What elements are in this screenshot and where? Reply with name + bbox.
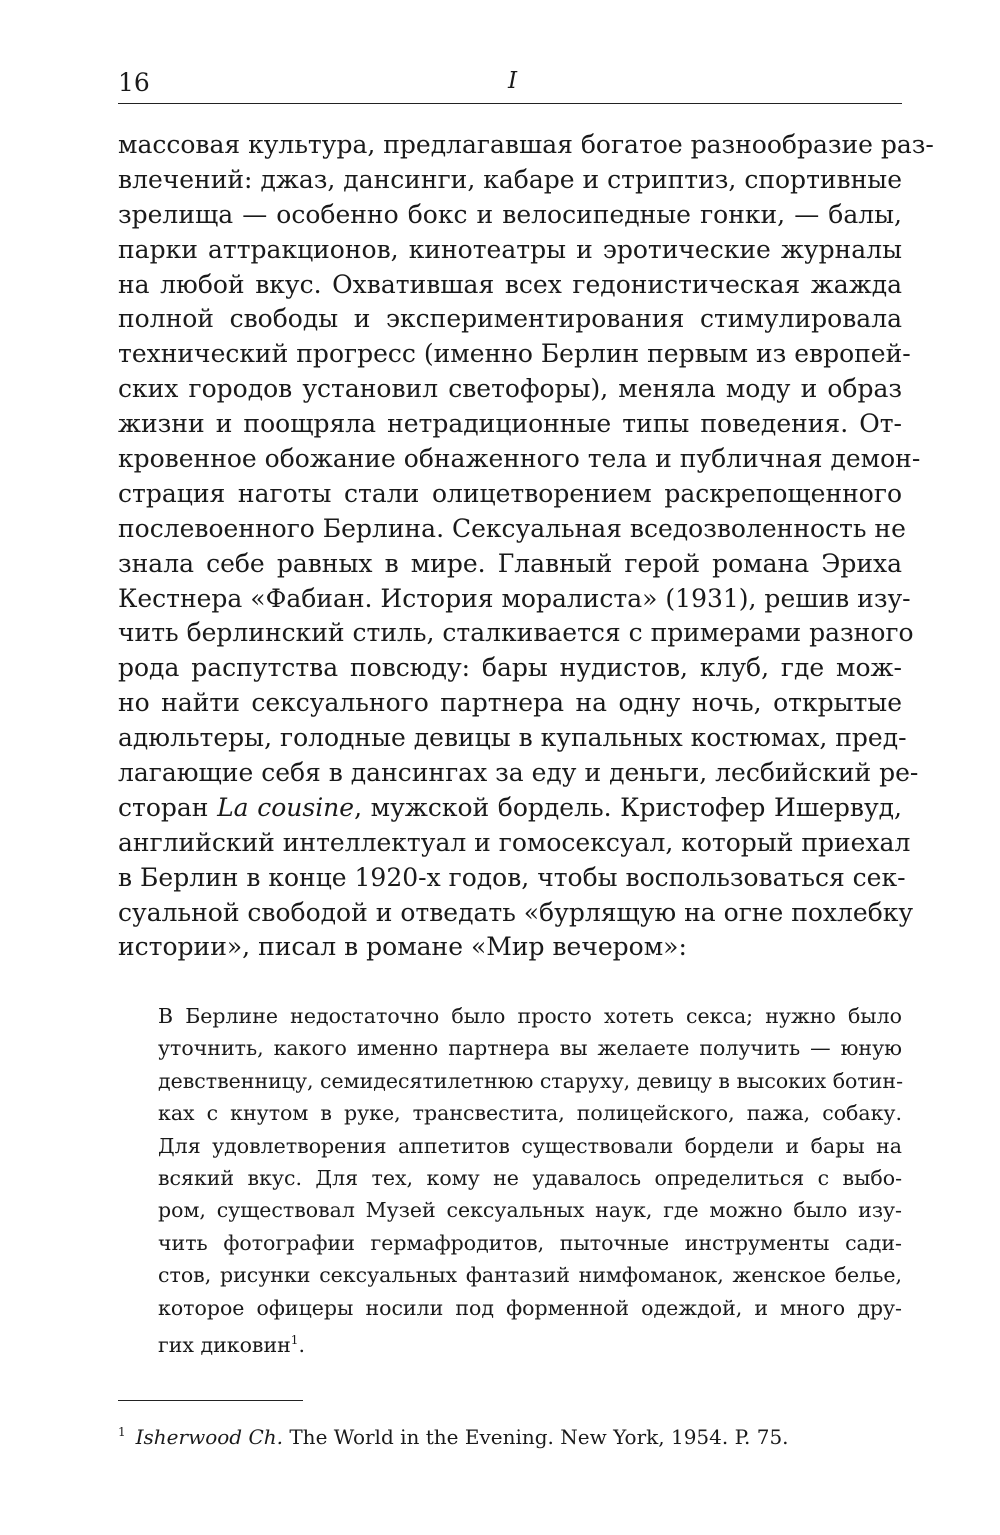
text-line: послевоенного Берлина. Сексуальная вседозволенность не: [118, 513, 906, 543]
text-line: рода распутства повсюду: бары нудистов, клуб, где мож-: [118, 653, 902, 683]
text-line: адюльтеры, голодные девицы в купальных костюмах, пред-: [118, 723, 907, 753]
quote-line: Для удовлетворения аппетитов существовали бордели и бары на: [158, 1133, 902, 1158]
text-segment: сторан: [118, 792, 218, 822]
page-number: 16: [118, 68, 150, 97]
header-rule: [118, 103, 902, 104]
quote-line: всякий вкус. Для тех, кому не удавалось определиться с выбо-: [158, 1165, 902, 1190]
quote-line: стов, рисунки сексуальных фантазий нимфоманок, женское белье,: [158, 1263, 902, 1288]
text-line: суальной свободой и отведать «бурлящую на огне похлебку: [118, 897, 914, 927]
text-line: страция наготы стали олицетворением раскрепощенного: [118, 478, 902, 508]
text-line: жизни и поощряла нетрадиционные типы поведения. От-: [118, 409, 902, 439]
quote-line: девственницу, семидесятилетнюю старуху, девицу в высоких ботин-: [158, 1068, 903, 1093]
text-line: чить берлинский стиль, сталкивается с примерами разного: [118, 618, 914, 648]
quote-line: чить фотографии гермафродитов, пыточные инструменты сади-: [158, 1230, 902, 1255]
footnote-reference[interactable]: 1: [290, 1332, 299, 1347]
text-line: зрелища — особенно бокс и велосипедные гонки, — балы,: [118, 199, 902, 229]
footnote-author: Isherwood Ch.: [135, 1425, 283, 1449]
running-header: [118, 68, 902, 102]
quote-last-line: гих диковин$^1$.: [158, 1332, 305, 1357]
text-line: кровенное обожание обнаженного тела и публичная демон-: [118, 444, 921, 474]
footnote-rule: [118, 1400, 303, 1401]
text-line: полной свободы и экспериментирования стимулировала: [118, 304, 902, 334]
quote-line: В Берлине недостаточно было просто хотеть секса; нужно было: [158, 1004, 902, 1028]
quote-line: ром, существовал Музей сексуальных наук, где можно было изу-: [158, 1198, 902, 1223]
text-line: знала себе равных в мире. Главный герой романа Эриха: [118, 548, 902, 578]
text-line: технический прогресс (именно Берлин первым из европей-: [118, 339, 911, 369]
main-text: [118, 128, 934, 965]
block-quote: [158, 1000, 902, 1356]
text-line: лагающие себя в дансингах за еду и деньги, лесбийский ре-: [118, 758, 919, 788]
quote-line-text: гих диковин: [158, 1332, 291, 1357]
italic-title: La cousine: [217, 792, 355, 822]
quote-line: уточнить, какого именно партнера вы желаете получить — юную: [158, 1036, 902, 1061]
text-line: истории», писал в романе «Мир вечером»:: [118, 932, 687, 962]
text-segment: , мужской бордель. Кристофер Ишервуд,: [354, 792, 902, 822]
text-line-with-italic: [118, 791, 902, 826]
text-line: но найти сексуального партнера на одну ночь, открытые: [118, 688, 902, 718]
text-line: ских городов установил светофоры), меняла моду и образ: [118, 374, 902, 404]
footnote-marker: 1: [118, 1425, 126, 1439]
running-head: I: [508, 68, 518, 94]
text-line: английский интеллектуал и гомосексуал, который приехал: [118, 827, 911, 857]
quote-line: которое офицеры носили под форменной одеждой, и много дру-: [158, 1295, 902, 1320]
text-line: Кестнера «Фабиан. История моралиста» (1931), решив изу-: [118, 583, 911, 613]
text-line: парки аттракционов, кинотеатры и эротические журналы: [118, 234, 902, 264]
footnote-text: The World in the Evening. New York, 1954. P. 75.: [282, 1425, 789, 1449]
text-line: в Берлин в конце 1920-х годов, чтобы воспользоваться сек-: [118, 862, 906, 892]
text-line: влечений: джаз, дансинги, кабаре и стриптиз, спортивные: [118, 164, 902, 194]
text-line: массовая культура, предлагавшая богатое разнообразие раз-: [118, 130, 934, 159]
footnote: [118, 1418, 789, 1451]
quote-line: ках с кнутом в руке, трансвестита, полицейского, пажа, собаку.: [158, 1101, 902, 1126]
text-line: на любой вкус. Охватившая всех гедонистическая жажда: [118, 269, 902, 299]
